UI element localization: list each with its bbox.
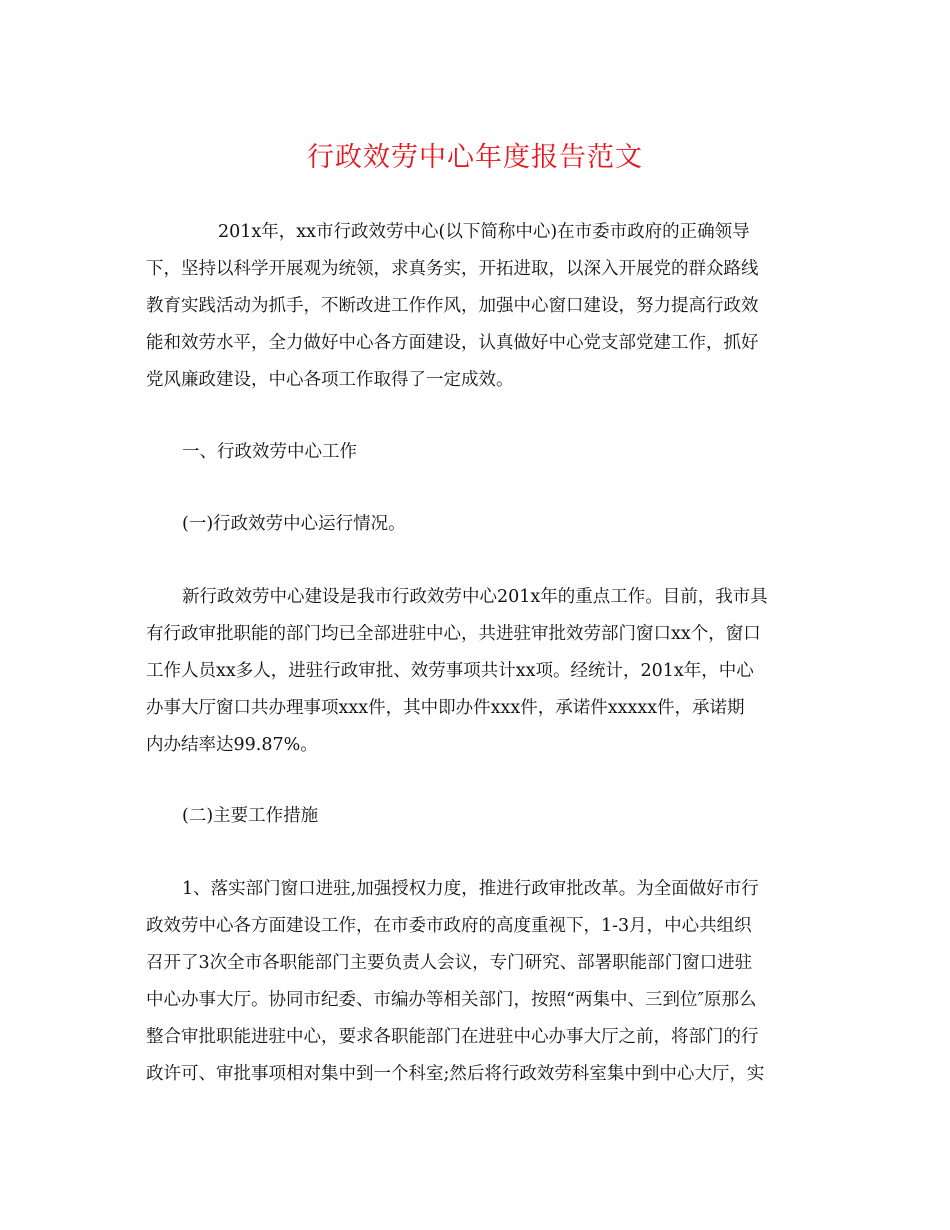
intro-line: 教育实践活动为抓手，不断改进工作作风，加强中心窗口建设，努力提高行政效	[146, 296, 759, 316]
body-line: 政许可、审批事项相对集中到一个科室;然后将行政效劳科室集中到中心大厅，实	[146, 1064, 765, 1084]
document-title: 行政效劳中心年度报告范文	[307, 142, 643, 173]
body-line: 整合审批职能进驻中心，要求各职能部门在进驻中心办事大厅之前，将部门的行	[146, 1027, 759, 1047]
body-line: 内办结率达99.87%。	[146, 735, 318, 755]
body-line: 办事大厅窗口共办理事项xxx件，其中即办件xxx件，承诺件xxxxx件，承诺期	[146, 698, 745, 718]
body-line: 中心办事大厅。协同市纪委、市编办等相关部门，按照“两集中、三到位″原那么	[146, 990, 757, 1010]
intro-line: 201x年，xx市行政效劳中心(以下简称中心)在市委市政府的正确领导	[218, 222, 750, 242]
section-heading: 一、行政效劳中心工作	[182, 442, 357, 462]
body-line: 有行政审批职能的部门均已全部进驻中心，共进驻审批效劳部门窗口xx个，窗口	[146, 624, 761, 644]
body-line: 1、落实部门窗口进驻,加强授权力度，推进行政审批改革。为全面做好市行	[182, 879, 759, 899]
body-line: 新行政效劳中心建设是我市行政效劳中心201x年的重点工作。目前，我市具	[182, 587, 768, 607]
body-line: 政效劳中心各方面建设工作，在市委市政府的高度重视下，1-3月，中心共组织	[146, 916, 752, 936]
intro-line: 能和效劳水平，全力做好中心各方面建设，认真做好中心党支部党建工作，抓好	[146, 333, 759, 353]
subsection-heading: (二)主要工作措施	[182, 806, 319, 826]
intro-line: 党风廉政建设，中心各项工作取得了一定成效。	[146, 370, 514, 390]
subsection-heading: (一)行政效劳中心运行情况。	[182, 514, 406, 534]
body-line: 召开了3次全市各职能部门主要负责人会议，专门研究、部署职能部门窗口进驻	[146, 953, 753, 973]
body-line: 工作人员xx多人，进驻行政审批、效劳事项共计xx项。经统计，201x年，中心	[146, 661, 754, 681]
intro-line: 下，坚持以科学开展观为统领，求真务实，开拓进取，以深入开展党的群众路线	[146, 259, 759, 279]
